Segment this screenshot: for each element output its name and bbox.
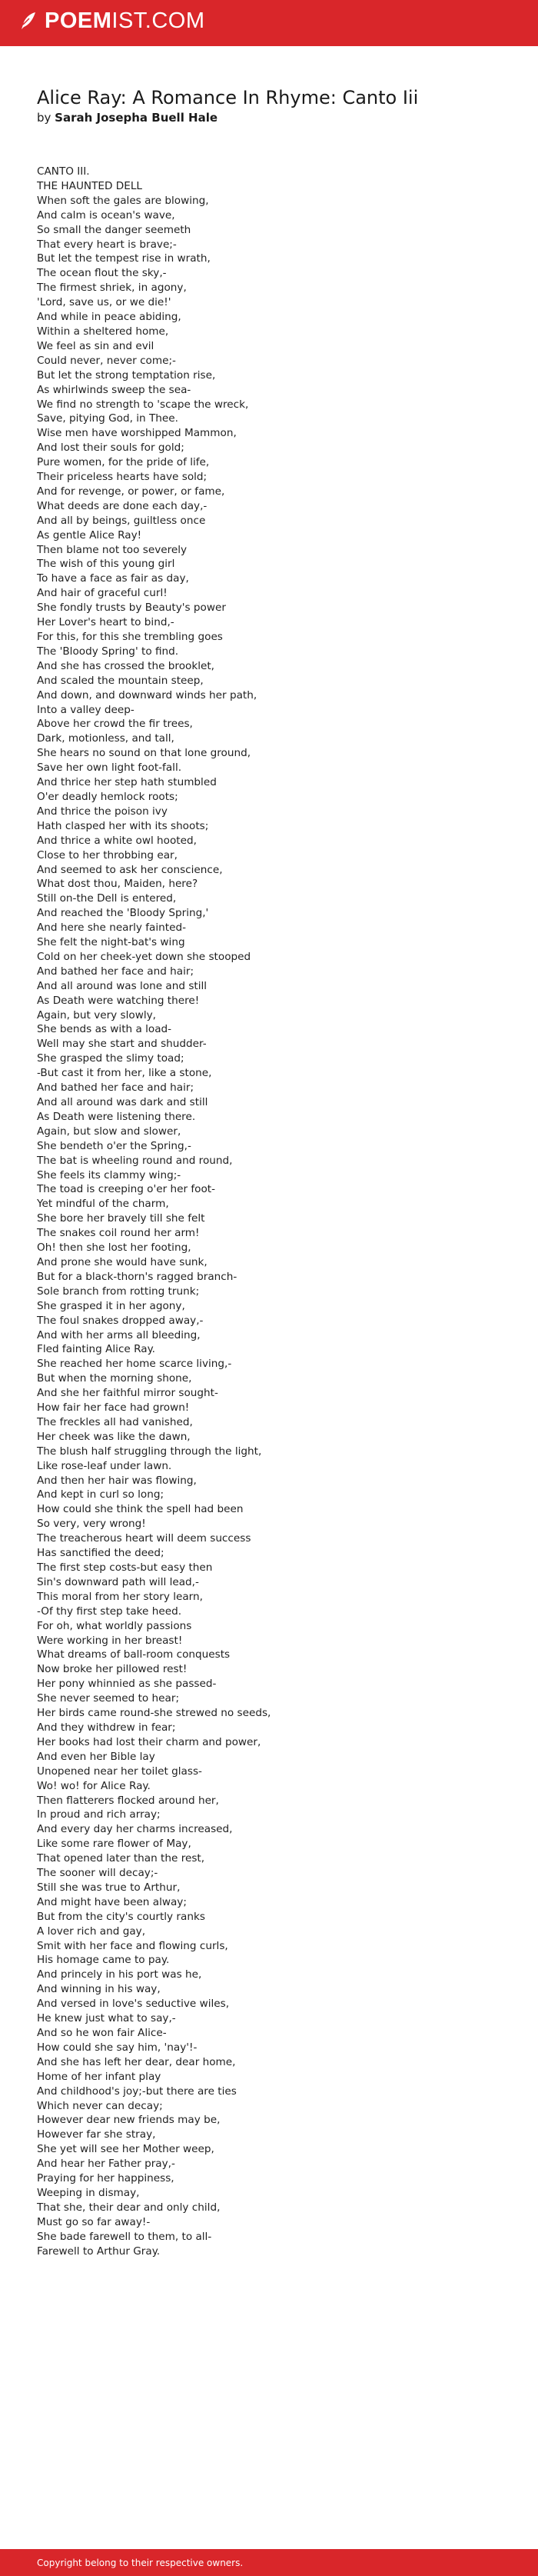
- poem-line: However far she stray,: [37, 2128, 156, 2141]
- poem-line: What dost thou, Maiden, here?: [37, 878, 198, 891]
- poem-line: Oh! then she lost her footing,: [37, 1241, 191, 1255]
- poem-line: And she has crossed the brooklet,: [37, 659, 215, 672]
- poem-line: As Death were watching there!: [37, 994, 200, 1007]
- poem-line: She hears no sound on that lone ground,: [37, 747, 251, 760]
- poem-line: That opened later than the rest,: [37, 1852, 205, 1865]
- logo-bold-text: POEM: [45, 8, 112, 33]
- poem-line: Save, pitying God, in Thee.: [37, 412, 178, 425]
- poem-line: Yet mindful of the charm,: [37, 1198, 169, 1211]
- poem-line: How could she say him, 'nay'!-: [37, 2041, 198, 2054]
- poem-line: However dear new friends may be,: [37, 2114, 221, 2127]
- poem-line: The firmest shriek, in agony,: [37, 282, 187, 295]
- poem-line: And every day her charms increased,: [37, 1823, 233, 1836]
- poem-line: And she has left her dear, dear home,: [37, 2055, 236, 2068]
- poem-line: She bade farewell to them, to all-: [37, 2230, 212, 2243]
- logo-wordmark: [45, 9, 205, 32]
- poem-line: And childhood's joy;-but there are ties: [37, 2084, 237, 2098]
- poem-line: She grasped it in her agony,: [37, 1299, 185, 1312]
- poem-line: 'Lord, save us, or we die!': [37, 296, 171, 309]
- poem-line: And thrice a white owl hooted,: [37, 834, 197, 847]
- poem-line: Save her own light foot-fall.: [37, 761, 182, 775]
- poem-line: The 'Bloody Spring' to find.: [37, 645, 179, 658]
- poem-line: But let the strong temptation rise,: [37, 368, 216, 382]
- poem-line: Wo! wo! for Alice Ray.: [37, 1779, 151, 1792]
- author-link[interactable]: Sarah Josepha Buell Hale: [55, 111, 218, 125]
- quill-pen-icon: [18, 11, 38, 31]
- poem-line: That she, their dear and only child,: [37, 2201, 221, 2214]
- poem-line: When soft the gales are blowing,: [37, 194, 209, 207]
- poem-line: Hath clasped her with its shoots;: [37, 819, 209, 832]
- poem-line: Then blame not too severely: [37, 543, 188, 556]
- poem-line: Again, but slow and slower,: [37, 1125, 181, 1138]
- poem-line: To have a face as fair as day,: [37, 572, 189, 585]
- poem-line: What deeds are done each day,-: [37, 499, 208, 512]
- poem-line: What dreams of ball-room conquests: [37, 1648, 231, 1661]
- poem-line: Home of her infant play: [37, 2070, 161, 2083]
- poem-line: THE HAUNTED DELL: [37, 179, 142, 192]
- poem-line: And versed in love's seductive wiles,: [37, 1998, 230, 2011]
- poem-line: And while in peace abiding,: [37, 311, 181, 324]
- poem-line: The sooner will decay;-: [37, 1867, 158, 1880]
- poem-line: And so he won fair Alice-: [37, 2027, 167, 2039]
- poem-line: Then flatterers flocked around her,: [37, 1794, 219, 1807]
- poem-line: This moral from her story learn,: [37, 1590, 203, 1603]
- poem-line: How fair her face had grown!: [37, 1401, 190, 1415]
- poem-line: Sin's downward path will lead,-: [37, 1575, 199, 1588]
- poem-line: Praying for her happiness,: [37, 2172, 174, 2185]
- poem-line: And reached the 'Bloody Spring,': [37, 907, 209, 920]
- poem-line: The snakes coil round her arm!: [37, 1227, 200, 1240]
- poem-line: And prone she would have sunk,: [37, 1255, 208, 1268]
- poem-line: And thrice her step hath stumbled: [37, 776, 217, 789]
- poem-line: And might have been alway;: [37, 1895, 187, 1908]
- poem-line: And they withdrew in fear;: [37, 1721, 176, 1734]
- poem-line: So small the danger seemeth: [37, 223, 191, 236]
- poem-line: The wish of this young girl: [37, 558, 175, 571]
- poem-line: The foul snakes dropped away,-: [37, 1314, 204, 1327]
- poem-line: Their priceless hearts have sold;: [37, 471, 208, 484]
- poem-line: But for a black-thorn's ragged branch-: [37, 1270, 237, 1283]
- poem-line: His homage came to pay.: [37, 1954, 170, 1967]
- poem-line: And kept in curl so long;: [37, 1488, 164, 1501]
- poem-line: She feels its clammy wing;-: [37, 1168, 181, 1181]
- poem-line: The first step costs-but easy then: [37, 1561, 213, 1574]
- poem-line: -But cast it from her, like a stone,: [37, 1067, 212, 1080]
- poem-line: We feel as sin and evil: [37, 339, 154, 352]
- poem-line: As gentle Alice Ray!: [37, 528, 142, 542]
- poem-line: But when the morning shone,: [37, 1372, 192, 1385]
- poem-line: As whirlwinds sweep the sea-: [37, 383, 191, 396]
- poem-line: O'er deadly hemlock roots;: [37, 790, 178, 803]
- poem-line: Still on-the Dell is entered,: [37, 892, 177, 905]
- poem-line: Again, but very slowly,: [37, 1008, 156, 1021]
- poem-line: Cold on her cheek-yet down she stooped: [37, 950, 251, 963]
- byline-prefix: by: [37, 111, 55, 125]
- poem-line: And princely in his port was he,: [37, 1968, 202, 1981]
- poem-line: She never seemed to hear;: [37, 1692, 180, 1705]
- poem-line: Smit with her face and flowing curls,: [37, 1939, 228, 1952]
- poem-line: Into a valley deep-: [37, 703, 134, 716]
- poem-line: Has sanctified the deed;: [37, 1547, 164, 1560]
- poem-line: Were working in her breast!: [37, 1634, 183, 1647]
- poem-line: Which never can decay;: [37, 2099, 163, 2112]
- poem-line: Her cheek was like the dawn,: [37, 1430, 191, 1443]
- poem-byline: [37, 110, 218, 125]
- poem-line: And for revenge, or power, or fame,: [37, 485, 225, 498]
- poem-line: She grasped the slimy toad;: [37, 1052, 184, 1065]
- poem-line: And with her arms all bleeding,: [37, 1328, 201, 1341]
- poem-line: He knew just what to say,-: [37, 2012, 176, 2025]
- poem-line: So very, very wrong!: [37, 1518, 146, 1531]
- poem-line: And scaled the mountain steep,: [37, 674, 204, 687]
- poem-line: Farewell to Arthur Gray.: [37, 2244, 161, 2258]
- poem-line: The bat is wheeling round and round,: [37, 1154, 233, 1167]
- poem-line: A lover rich and gay,: [37, 1925, 146, 1938]
- poem-line: Above her crowd the fir trees,: [37, 718, 193, 731]
- poem-line: Fled fainting Alice Ray.: [37, 1343, 156, 1356]
- poem-line: Weeping in dismay,: [37, 2186, 140, 2199]
- poem-body: [37, 165, 271, 2259]
- poem-line: And winning in his way,: [37, 1983, 161, 1996]
- poem-line: And hear her Father pray,-: [37, 2158, 175, 2171]
- poem-line: And seemed to ask her conscience,: [37, 863, 223, 876]
- poem-line: She bore her bravely till she felt: [37, 1212, 205, 1225]
- poem-line: The freckles all had vanished,: [37, 1415, 193, 1428]
- poem-line: She bendeth o'er the Spring,-: [37, 1139, 191, 1152]
- poem-line: Within a sheltered home,: [37, 325, 169, 338]
- poem-line: And hair of graceful curl!: [37, 587, 168, 600]
- poem-line: Sole branch from rotting trunk;: [37, 1285, 200, 1298]
- poem-line: And all around was dark and still: [37, 1096, 208, 1108]
- poem-line: And all around was lone and still: [37, 979, 208, 992]
- poem-line: Unopened near her toilet glass-: [37, 1765, 202, 1778]
- poem-line: But from the city's courtly ranks: [37, 1910, 205, 1923]
- poem-line: Wise men have worshipped Mammon,: [37, 427, 237, 440]
- poem-line: In proud and rich array;: [37, 1808, 161, 1821]
- poem-line: And lost their souls for gold;: [37, 442, 184, 455]
- site-logo[interactable]: [18, 9, 205, 32]
- poem-line: Still she was true to Arthur,: [37, 1881, 181, 1894]
- poem-line: And she her faithful mirror sought-: [37, 1387, 218, 1400]
- poem-line: For this, for this she trembling goes: [37, 631, 223, 643]
- site-footer: [0, 2549, 538, 2576]
- poem-line: She bends as with a load-: [37, 1023, 172, 1036]
- poem-line: Must go so far away!-: [37, 2215, 151, 2228]
- site-header: [0, 0, 538, 46]
- poem-line: And bathed her face and hair;: [37, 1081, 194, 1095]
- copyright-text: Copyright belong to their respective owners.: [37, 2558, 244, 2568]
- poem-line: CANTO III.: [37, 165, 90, 178]
- poem-line: And thrice the poison ivy: [37, 805, 168, 818]
- poem-line: As Death were listening there.: [37, 1110, 196, 1123]
- poem-line: And here she nearly fainted-: [37, 921, 186, 935]
- poem-line: -Of thy first step take heed.: [37, 1605, 182, 1618]
- logo-thin-text: IST.COM: [111, 8, 205, 33]
- poem-line: And all by beings, guiltless once: [37, 514, 206, 527]
- poem-line: And then her hair was flowing,: [37, 1474, 197, 1487]
- poem-line: Pure women, for the pride of life,: [37, 456, 210, 469]
- poem-line: That every heart is brave;-: [37, 238, 177, 251]
- poem-line: Dark, motionless, and tall,: [37, 732, 174, 745]
- poem-line: She reached her home scarce living,-: [37, 1358, 232, 1371]
- poem-line: The blush half struggling through the light,: [37, 1445, 262, 1458]
- poem-line: Like rose-leaf under lawn.: [37, 1459, 172, 1472]
- poem-line: The toad is creeping o'er her foot-: [37, 1183, 216, 1196]
- poem-line: Her pony whinnied as she passed-: [37, 1678, 217, 1691]
- poem-line: For oh, what worldly passions: [37, 1619, 192, 1632]
- poem-line: She yet will see her Mother weep,: [37, 2143, 214, 2156]
- poem-line: Now broke her pillowed rest!: [37, 1663, 188, 1676]
- poem-line: The ocean flout the sky,-: [37, 267, 167, 280]
- poem-line: Like some rare flower of May,: [37, 1838, 191, 1851]
- poem-line: Could never, never come;-: [37, 354, 176, 367]
- poem-line: How could she think the spell had been: [37, 1503, 244, 1516]
- poem-line: We find no strength to 'scape the wreck,: [37, 398, 249, 411]
- poem-line: Her Lover's heart to bind,-: [37, 616, 174, 629]
- poem-title: Alice Ray: A Romance In Rhyme: Canto Iii: [37, 87, 419, 108]
- poem-line: The treacherous heart will deem success: [37, 1532, 251, 1545]
- poem-line: Well may she start and shudder-: [37, 1038, 207, 1051]
- poem-line: And even her Bible lay: [37, 1750, 155, 1763]
- poem-line: Her birds came round-she strewed no seeds,: [37, 1707, 271, 1720]
- poem-line: She felt the night-bat's wing: [37, 936, 185, 949]
- poem-line: And calm is ocean's wave,: [37, 208, 175, 222]
- poem-line: And down, and downward winds her path,: [37, 688, 257, 701]
- poem-line: Close to her throbbing ear,: [37, 848, 178, 861]
- poem-line: But let the tempest rise in wrath,: [37, 252, 211, 265]
- poem-line: And bathed her face and hair;: [37, 965, 194, 978]
- poem-line: Her books had lost their charm and power,: [37, 1735, 261, 1748]
- poem-line: She fondly trusts by Beauty's power: [37, 602, 226, 615]
